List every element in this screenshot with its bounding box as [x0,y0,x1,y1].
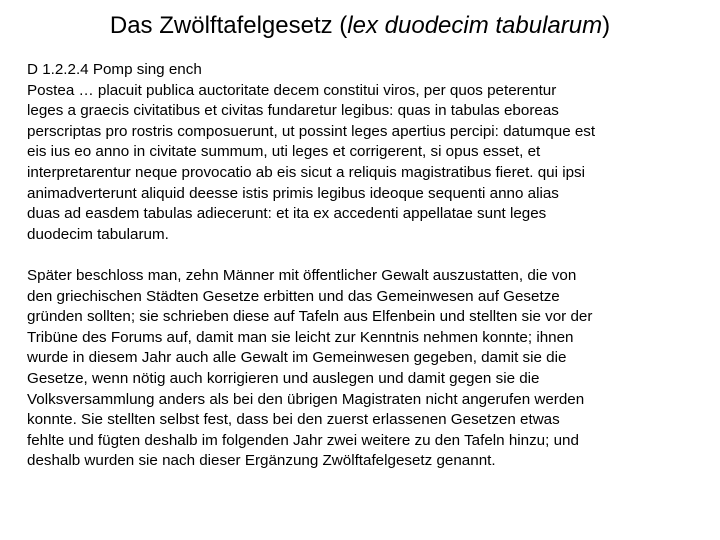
latin-line: eis ius eo anno in civitate summum, uti leges et corrigerent, si opus esset, et [27,143,541,161]
german-line: Volksversammlung anders als bei den übrigen Magistraten nicht angerufen werden [27,390,585,408]
german-line: wurde in diesem Jahr auch alle Gewalt im Gemeinwesen gegeben, damit sie die [27,349,567,367]
german-line: Gesetze, wenn nötig auch korrigieren und auslegen und damit gegen sie die [27,369,540,387]
german-line: konnte. Sie stellten selbst fest, dass bei den zuerst erlassenen Gesetzen etwas [27,411,560,429]
latin-line: animadverterunt aliquid deesse istis primis legibus ideoque sequenti anno alias [27,184,559,202]
title-suffix: ) [602,12,611,39]
german-line: fehlte und fügten deshalb im folgenden Jahr zwei weitere zu den Tafeln hinzu; und [27,431,579,449]
german-line: deshalb wurden sie nach dieser Ergänzung Zwölftafelgesetz genannt. [27,452,496,470]
title-italic: lex duodecim tabularum [347,12,603,39]
german-line: den griechischen Städten Gesetze erbitten und das Gemeinwesen auf Gesetze [27,287,560,305]
latin-paragraph [27,81,687,246]
latin-line: perscriptas pro rostris composuerunt, ut possint leges apertius percipi: datumque est [27,122,596,140]
latin-line: duas ad easdem tabulas adiecerunt: et ita ex accedenti appellatae sunt leges [27,205,547,223]
german-line: Tribüne des Forums auf, damit man sie leicht zur Kenntnis nehmen konnte; ihnen [27,328,574,346]
page-title [0,10,720,42]
german-paragraph [27,266,687,472]
text-body [27,60,687,472]
german-line: gründen sollten; sie schrieben diese auf Tafeln aus Elfenbein und stellten sie vor der [27,308,593,326]
latin-line: leges a graecis civitatibus et civitas fundaretur legibus: quas in tabulas eboreas [27,102,559,120]
paragraph-gap [27,245,687,266]
latin-line: Postea … placuit publica auctoritate decem constitui viros, per quos peterentur [27,81,557,99]
german-line: Später beschloss man, zehn Männer mit öffentlicher Gewalt auszustatten, die von [27,266,577,284]
title-prefix: Das Zwölftafelgesetz ( [109,12,348,39]
source-citation: D 1.2.2.4 Pomp sing ench [27,61,202,78]
latin-line: interpretarentur neque provocatio ab eis sicut a reliquis magistratibus fieret. qui ipsi [27,163,586,181]
latin-line: duodecim tabularum. [27,225,169,243]
